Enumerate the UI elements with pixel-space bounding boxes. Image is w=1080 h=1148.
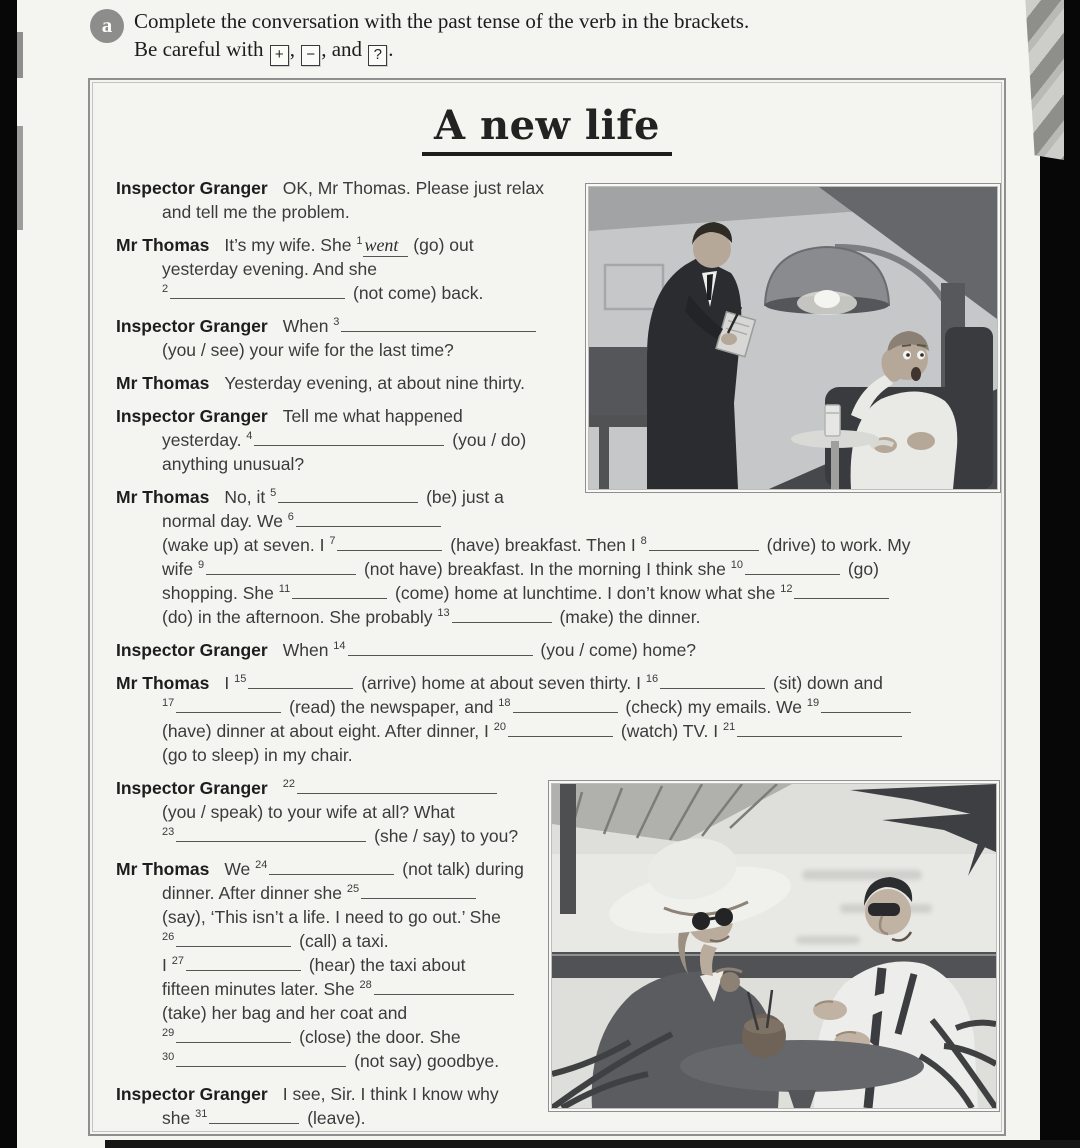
exercise-title: A new life bbox=[422, 102, 672, 156]
blank-number: 25 bbox=[346, 883, 360, 896]
dialogue-turn: Inspector Granger Tell me what happened yesterday. $^4$ (you / do) anything unusual? bbox=[116, 406, 527, 474]
dialogue-turn: Inspector Granger When $^3$ (you / see) your wife for the last time? bbox=[116, 314, 1000, 362]
blank-number: 6 bbox=[287, 511, 294, 524]
dialogue-turn: Inspector Granger OK, Mr Thomas. Please just relax and tell me the problem. bbox=[116, 178, 545, 222]
speaker-name: Inspector Granger bbox=[116, 778, 268, 798]
speaker-name: Mr Thomas bbox=[116, 673, 210, 693]
interview-scene bbox=[589, 187, 997, 489]
answer-blank-24[interactable] bbox=[269, 862, 394, 875]
dialogue-turn: Mr Thomas I $^{15}$ (arrive) home at about seven thirty. I $^{16}$ (sit) down and $^{17}$ (read) the newspaper, and $^{18}$ (check) my emails. We $^{19}$ (have) dinner at about eight. After dinner, I $^{20}$ (watch) TV. I $^{21}$ (go to sleep) in my chair. bbox=[116, 671, 1000, 767]
spine-mark bbox=[17, 126, 23, 230]
answer-blank-8[interactable] bbox=[649, 538, 759, 551]
blank-number: 14 bbox=[333, 640, 346, 653]
answer-blank-27[interactable] bbox=[186, 958, 301, 971]
exercise-box bbox=[88, 78, 1006, 1136]
dialogue-turn: Mr Thomas Yesterday evening, at about nine thirty. bbox=[116, 373, 525, 393]
answer-blank-6[interactable] bbox=[296, 514, 441, 527]
answer-blank-12[interactable] bbox=[794, 586, 889, 599]
dialogue-turn: Mr Thomas We $^{24}$ (not talk) during dinner. After dinner she $^{25}$ (say), ‘This isn’t a life. I need to go out.’ She $^{26}$ (call) a taxi. I $^{27}$ (hear) the taxi about fifteen minutes later. She $^{28}$ (take) her bag and her coat and $^{29}$ (close) the door. She $^{30}$ (not say) goodbye. bbox=[116, 859, 524, 1071]
blank-number: 3 bbox=[333, 316, 340, 329]
blank-number: 9 bbox=[197, 559, 205, 572]
instruction-line2: Be careful with + , − , and ? . bbox=[134, 35, 914, 66]
blank-number: 13 bbox=[437, 607, 450, 620]
blank-number: 5 bbox=[270, 487, 277, 500]
blank-number: 20 bbox=[493, 721, 506, 734]
spine-mark bbox=[17, 32, 23, 78]
blank-number: 10 bbox=[730, 559, 743, 572]
answer-blank-10[interactable] bbox=[745, 562, 840, 575]
answer-blank-18[interactable] bbox=[513, 700, 618, 713]
answer-blank-16[interactable] bbox=[660, 676, 765, 689]
exercise-letter-badge: a bbox=[90, 9, 124, 43]
answer-blank-23[interactable] bbox=[176, 829, 366, 842]
cafe-scene bbox=[552, 784, 996, 1108]
answer-blank-9[interactable] bbox=[206, 562, 356, 575]
answer-blank-5[interactable] bbox=[278, 490, 418, 503]
blank-number: 30 bbox=[162, 1051, 175, 1064]
speaker-name: Inspector Granger bbox=[116, 178, 268, 198]
answer-blank-7[interactable] bbox=[337, 538, 442, 551]
speaker-name: Mr Thomas bbox=[116, 235, 210, 255]
blank-number: 4 bbox=[246, 430, 253, 443]
blank-number: 21 bbox=[722, 721, 736, 734]
blank-number: 8 bbox=[640, 535, 647, 548]
blank-number: 28 bbox=[359, 979, 372, 992]
speaker-name: Inspector Granger bbox=[116, 1084, 268, 1104]
illustration-interview bbox=[585, 183, 1001, 493]
answer-blank-13[interactable] bbox=[452, 610, 552, 623]
left-binding-strip bbox=[0, 0, 17, 1148]
blank-number: 2 bbox=[162, 283, 169, 296]
blank-number: 12 bbox=[780, 583, 793, 596]
blank-number: 11 bbox=[278, 583, 291, 596]
blank-number: 27 bbox=[171, 955, 184, 968]
blank-number: 19 bbox=[806, 697, 820, 710]
blank-number: 26 bbox=[162, 931, 175, 944]
blank-number: 23 bbox=[162, 826, 175, 839]
answer-blank-26[interactable] bbox=[176, 934, 291, 947]
dialogue-turn: Mr Thomas It’s my wife. She $^1$ went (go) out yesterday evening. And she $^2$ (not come) back. bbox=[116, 235, 484, 303]
example-answer: went bbox=[363, 235, 408, 257]
answer-blank-17[interactable] bbox=[176, 700, 281, 713]
right-edge-strip bbox=[1040, 0, 1080, 1148]
instruction-line1: Complete the conversation with the past tense of the verb in the brackets. bbox=[134, 9, 750, 33]
answer-blank-25[interactable] bbox=[361, 886, 476, 899]
answer-blank-29[interactable] bbox=[176, 1030, 291, 1043]
illustration-cafe bbox=[548, 780, 1000, 1112]
blank-number: 17 bbox=[162, 697, 175, 710]
speaker-name: Inspector Granger bbox=[116, 406, 268, 426]
dialogue-turn: Inspector Granger When $^{14}$ (you / come) home? bbox=[116, 640, 697, 660]
blank-number: 22 bbox=[282, 778, 295, 791]
speaker-name: Mr Thomas bbox=[116, 859, 210, 879]
answer-blank-11[interactable] bbox=[292, 586, 387, 599]
answer-blank-3[interactable] bbox=[341, 319, 536, 332]
answer-blank-20[interactable] bbox=[508, 724, 613, 737]
answer-blank-4[interactable] bbox=[254, 433, 444, 446]
symbol-box-question: ? bbox=[368, 45, 387, 66]
blank-number: 7 bbox=[329, 535, 336, 548]
speaker-name: Mr Thomas bbox=[116, 373, 210, 393]
answer-blank-30[interactable] bbox=[176, 1054, 346, 1067]
dialogue-turn: Mr Thomas No, it $^5$ (be) just a normal day. We $^6$ (wake up) at seven. I $^7$ (have) breakfast. Then I $^8$ (drive) to work. My wife $^9$ (not have) breakfast. In the morning I think she $^{10}$ (go) shopping. She $^{11}$ (come) home at lunchtime. I don’t know what she $^{12}$ (do) in the afternoon. She probably $^{13}$ (make) the dinner. bbox=[116, 487, 911, 627]
blank-number: 15 bbox=[234, 673, 247, 686]
blank-number: 1 bbox=[356, 235, 363, 248]
answer-blank-14[interactable] bbox=[348, 643, 533, 656]
symbol-box-plus: + bbox=[270, 45, 289, 66]
speaker-name: Mr Thomas bbox=[116, 487, 210, 507]
instruction-text bbox=[134, 7, 914, 66]
blank-number: 18 bbox=[498, 697, 511, 710]
corner-stripes-decoration bbox=[1022, 0, 1064, 160]
answer-blank-21[interactable] bbox=[737, 724, 902, 737]
answer-blank-19[interactable] bbox=[821, 700, 911, 713]
answer-blank-2[interactable] bbox=[170, 286, 345, 299]
answer-blank-31[interactable] bbox=[209, 1111, 299, 1124]
answer-blank-28[interactable] bbox=[374, 982, 514, 995]
bottom-edge-bar bbox=[105, 1140, 1080, 1148]
blank-number: 24 bbox=[255, 859, 268, 872]
answer-blank-22[interactable] bbox=[297, 781, 497, 794]
speaker-name: Inspector Granger bbox=[116, 316, 268, 336]
answer-blank-15[interactable] bbox=[248, 676, 353, 689]
symbol-box-minus: − bbox=[301, 45, 320, 66]
dialogue-turn: Inspector Granger $^{22}$ (you / speak) to your wife at all? What $^{23}$ (she / say) to you? bbox=[116, 778, 519, 846]
dialogue-turn: Inspector Granger I see, Sir. I think I know why she $^{31}$ (leave). bbox=[116, 1084, 499, 1128]
speaker-name: Inspector Granger bbox=[116, 640, 268, 660]
blank-number: 16 bbox=[645, 673, 659, 686]
blank-number: 31 bbox=[195, 1108, 208, 1121]
blank-number: 29 bbox=[162, 1027, 175, 1040]
